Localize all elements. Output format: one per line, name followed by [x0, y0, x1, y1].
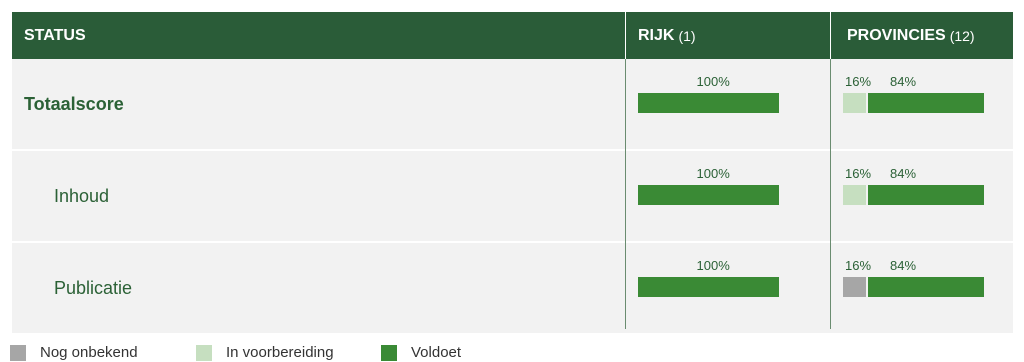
bar-provincies-in-voorbereiding [843, 185, 866, 205]
column-divider-provincies [830, 59, 831, 329]
data-label-provincies: 16% [845, 74, 872, 89]
data-label-rijk: 100% [696, 166, 730, 181]
legend-swatch-voldoet [381, 345, 397, 361]
legend-swatch-nog-onbekend [10, 345, 26, 361]
bar-provincies-voldoet [868, 93, 984, 113]
header-rijk-count: (1) [678, 27, 696, 44]
header-provincies-count: (12) [949, 27, 975, 44]
row-label: Totaalscore [24, 93, 124, 114]
header-provincies-label: PROVINCIES [847, 26, 946, 44]
row-label: Publicatie [54, 277, 133, 298]
bar-provincies-voldoet [868, 185, 984, 205]
header-rijk [638, 12, 696, 59]
table-row [12, 243, 1013, 333]
table-header [12, 12, 1013, 59]
legend-item [196, 344, 334, 361]
bar-rijk-voldoet [638, 185, 779, 205]
header-status [24, 12, 86, 59]
bar-rijk-voldoet [638, 93, 779, 113]
header-provincies [847, 12, 975, 59]
legend [0, 340, 1024, 362]
data-label-provincies: 16% [845, 166, 872, 181]
data-label-provincies: 16% [845, 258, 872, 273]
row-label: Inhoud [54, 185, 110, 206]
header-divider [830, 12, 831, 59]
legend-item [381, 344, 461, 361]
column-divider-rijk [625, 59, 626, 329]
legend-label: Voldoet [411, 344, 462, 361]
data-label-rijk: 100% [696, 74, 730, 89]
header-divider [625, 12, 626, 59]
legend-swatch-in-voorbereiding [196, 345, 212, 361]
data-label-rijk: 100% [696, 258, 730, 273]
legend-item [10, 344, 138, 361]
bar-provincies-voldoet [868, 277, 984, 297]
status-table [12, 12, 1013, 329]
legend-label: Nog onbekend [40, 344, 138, 361]
header-status-label: STATUS [24, 26, 86, 44]
data-label-provincies: 84% [890, 74, 917, 89]
bar-rijk-voldoet [638, 277, 779, 297]
legend-label: In voorbereiding [226, 344, 334, 361]
data-label-provincies: 84% [890, 258, 917, 273]
header-rijk-label: RIJK [638, 26, 675, 44]
table-row [12, 151, 1013, 241]
data-label-provincies: 84% [890, 166, 917, 181]
bar-provincies-in-voorbereiding [843, 93, 866, 113]
bar-provincies-nog-onbekend [843, 277, 866, 297]
table-row [12, 59, 1013, 149]
